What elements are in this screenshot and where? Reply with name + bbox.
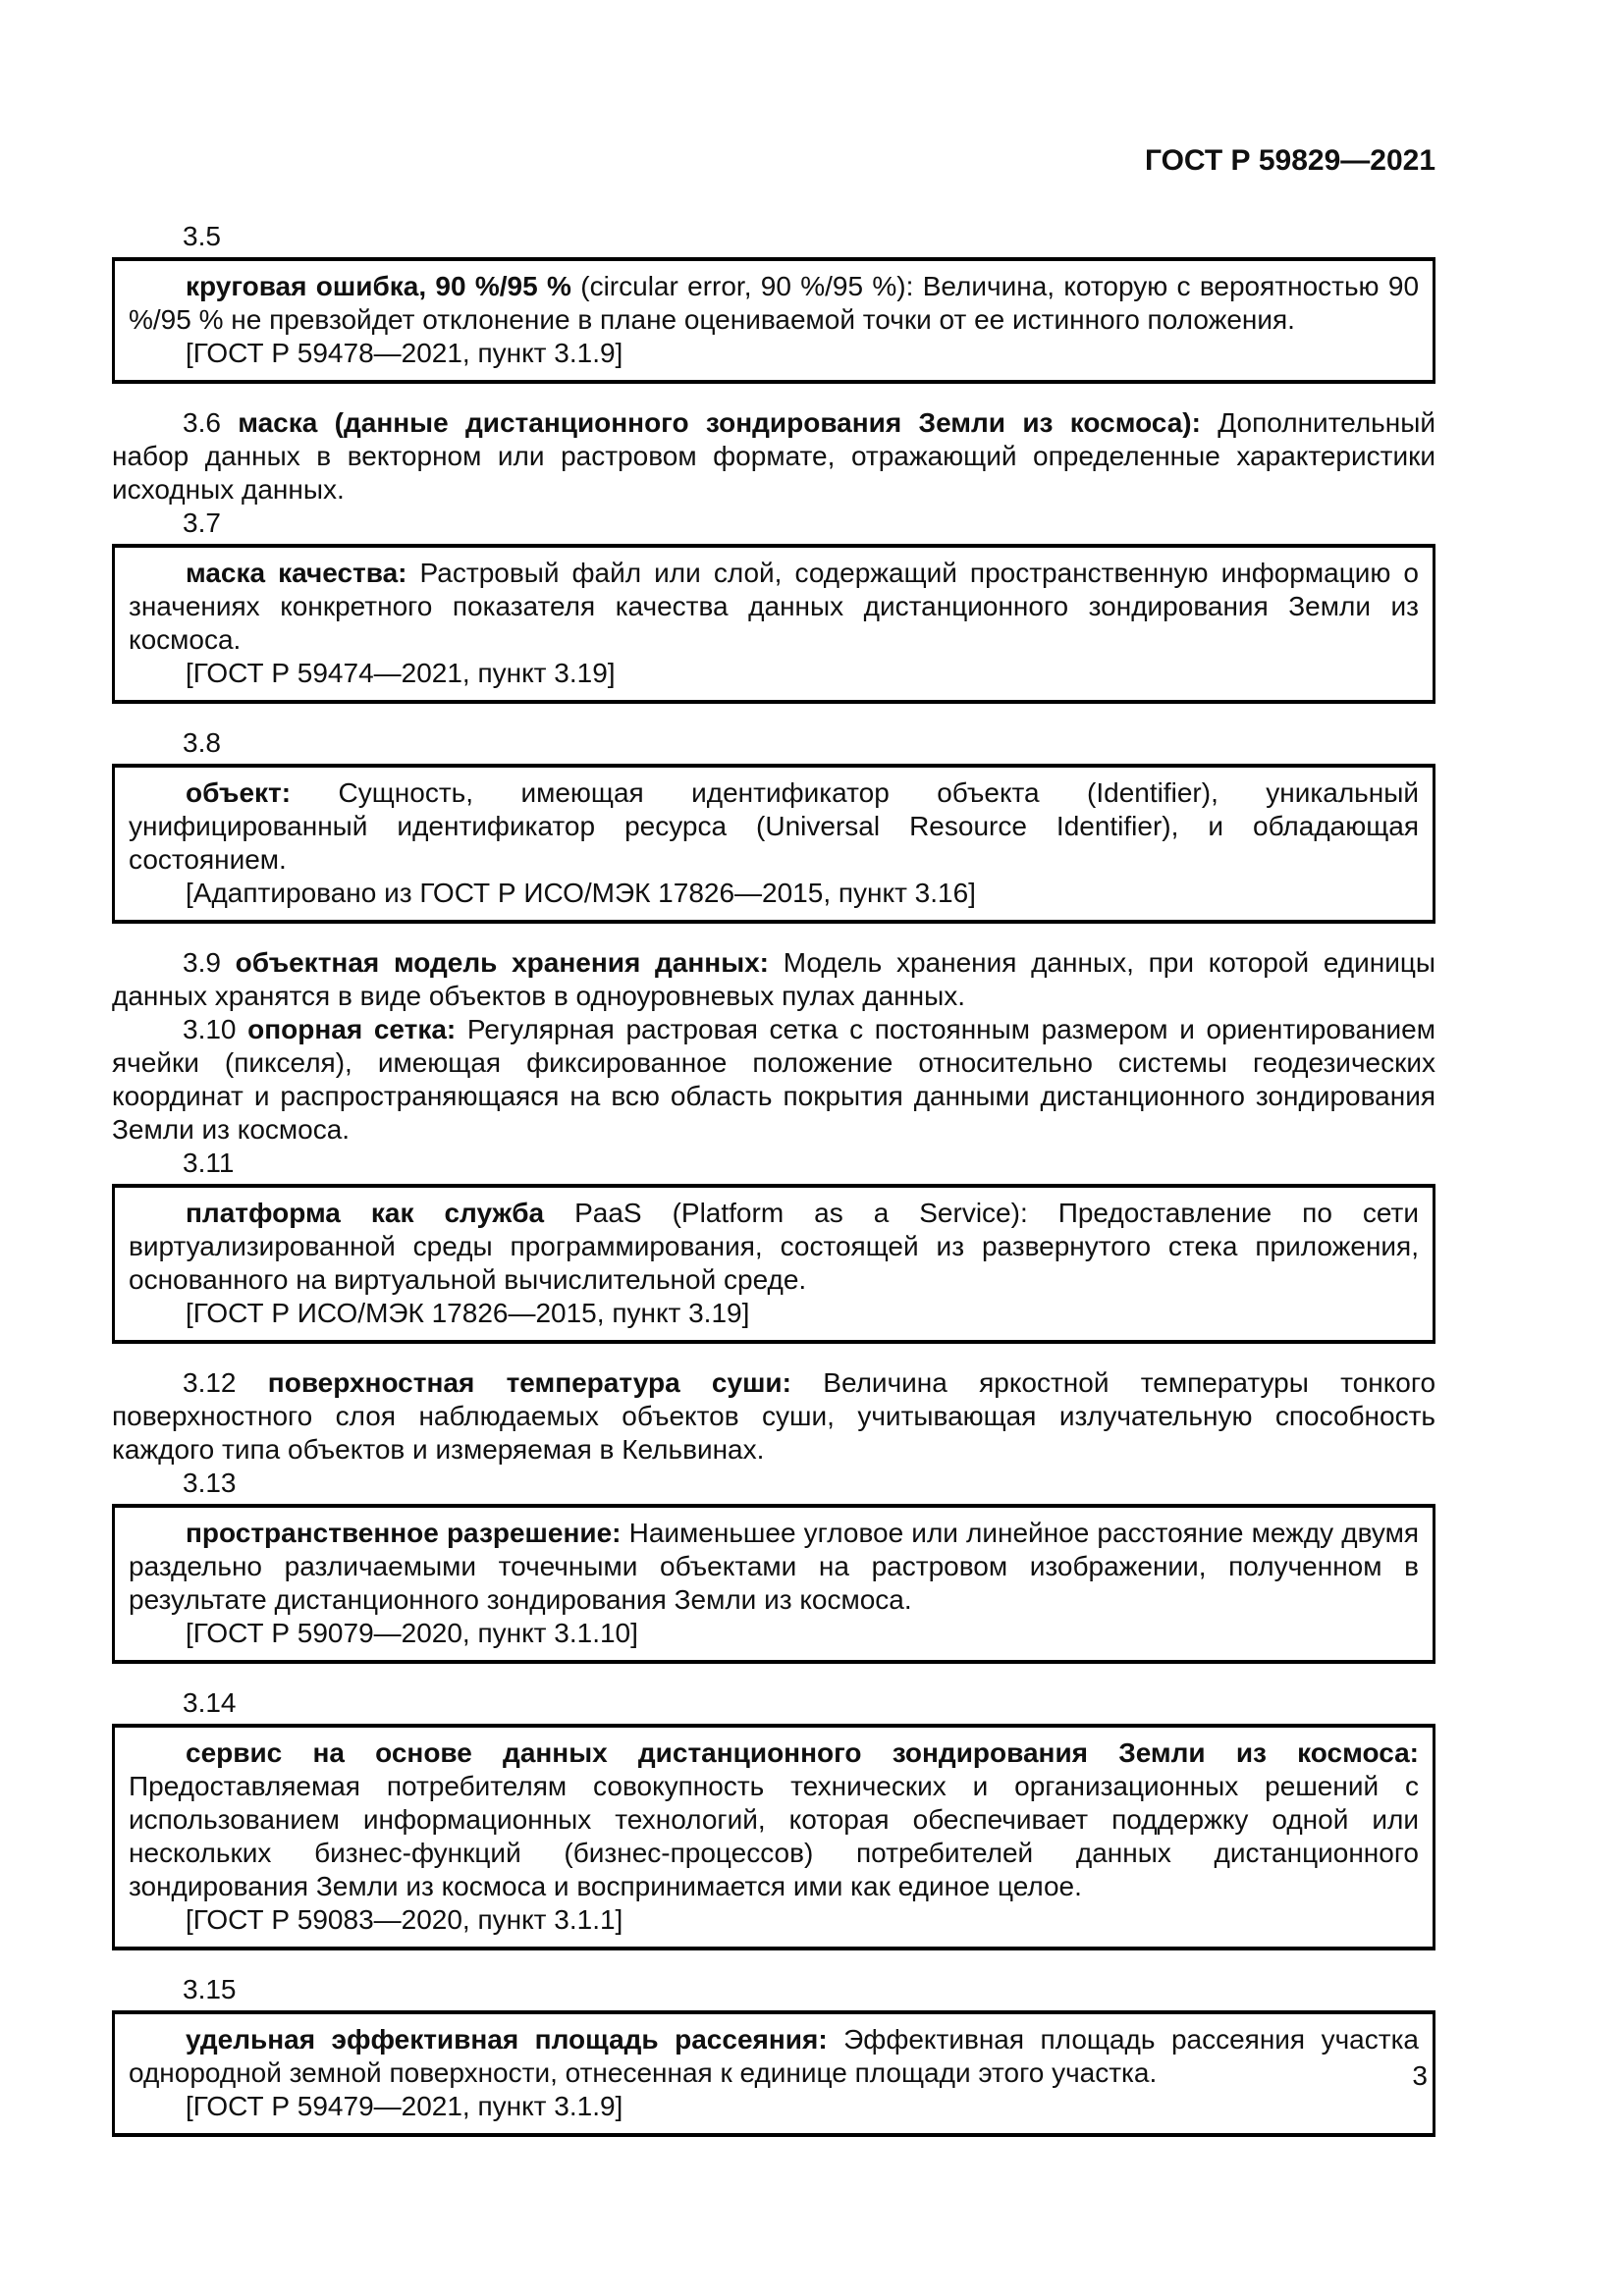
definition-box — [112, 1724, 1435, 1950]
section-number: 3.14 — [183, 1687, 237, 1718]
section-number: 3.9 — [183, 947, 221, 978]
term-label: удельная эффективная площадь рассеяния: — [186, 2024, 828, 2055]
source-reference: [ГОСТ Р 59474—2021, пункт 3.19] — [186, 658, 616, 688]
section-number: 3.6 — [183, 407, 221, 438]
section-number: 3.5 — [183, 221, 221, 251]
definition-text: (circular error, 90 %/95 %): Величина, которую с вероятностью 90 %/95 % не превзойдет отклонение в плане оцениваемой точки от ее истинного положения. — [129, 271, 1420, 335]
source-reference: [Адаптировано из ГОСТ Р ИСО/МЭК 17826—2015, пункт 3.16] — [186, 878, 976, 908]
definition-text: Модель хранения данных, при которой единицы данных хранятся в виде объектов в одноуровневых пулах данных. — [112, 947, 1436, 1011]
definition-paragraph — [129, 1736, 1419, 1903]
definition-box — [112, 544, 1435, 704]
source-reference: [ГОСТ Р 59479—2021, пункт 3.1.9] — [186, 2091, 623, 2121]
source-reference: [ГОСТ Р 59079—2020, пункт 3.1.10] — [186, 1618, 638, 1648]
section-number: 3.12 — [183, 1367, 237, 1398]
section-number: 3.11 — [183, 1148, 235, 1178]
definition-box — [112, 257, 1435, 384]
source-reference: [ГОСТ Р ИСО/МЭК 17826—2015, пункт 3.19] — [186, 1298, 750, 1328]
term-label: опорная сетка: — [247, 1014, 457, 1044]
section-number: 3.7 — [183, 507, 221, 538]
definition-box — [112, 2010, 1435, 2137]
section-number: 3.13 — [183, 1468, 237, 1498]
section-number: 3.8 — [183, 727, 221, 758]
definition-text: Эффективная площадь рассеяния участка однородной земной поверхности, отнесенная к единице площади этого участка. — [129, 2024, 1420, 2088]
section-number: 3.10 — [183, 1014, 237, 1044]
term-paragraph — [112, 946, 1435, 1013]
term-paragraph — [112, 406, 1435, 507]
definition-box — [112, 764, 1435, 924]
definition-box — [112, 1184, 1435, 1344]
term-label: объект: — [186, 777, 292, 808]
definition-paragraph — [129, 1517, 1419, 1617]
definition-text: Дополнительный набор данных в векторном или растровом формате, отражающий определенные характеристики исходных данных. — [112, 407, 1435, 505]
definition-paragraph — [129, 776, 1419, 877]
definition-text: Предоставляемая потребителям совокупность технических и организационных решений с использованием информационных технологий, которая обеспечивает поддержку одной или нескольких бизнес-функций (бизнес-процессов) потребителей данных дистанционного зондирования Земли из космоса и воспринимается ими как единое целое. — [129, 1771, 1419, 1901]
document-body — [112, 220, 1435, 2137]
term-paragraph — [112, 1366, 1435, 1467]
definition-text: Величина яркостной температуры тонкого поверхностного слоя наблюдаемых объектов суши, учитывающая излучательную способность каждого типа объектов и измеряемая в Кельвинах. — [112, 1367, 1436, 1465]
definition-paragraph — [129, 2023, 1419, 2090]
term-label: пространственное разрешение: — [186, 1518, 622, 1548]
term-label: маска качества: — [186, 558, 407, 588]
term-label: объектная модель хранения данных: — [235, 947, 770, 978]
doc-header-number: ГОСТ Р 59829—2021 — [1144, 144, 1435, 177]
source-reference: [ГОСТ Р 59083—2020, пункт 3.1.1] — [186, 1904, 623, 1935]
section-number: 3.15 — [183, 1974, 237, 2004]
definition-paragraph — [129, 270, 1419, 337]
term-label: маска (данные дистанционного зондирования Земли из космоса): — [238, 407, 1201, 438]
definition-paragraph — [129, 1197, 1419, 1297]
source-reference: [ГОСТ Р 59478—2021, пункт 3.1.9] — [186, 338, 623, 368]
term-label: круговая ошибка, 90 %/95 % — [186, 271, 571, 301]
term-paragraph — [112, 1013, 1435, 1147]
term-label: платформа как служба — [186, 1198, 545, 1228]
definition-text: Растровый файл или слой, содержащий пространственную информацию о значениях конкретного показателя качества данных дистанционного зондирования Земли из космоса. — [129, 558, 1419, 655]
definition-text: Регулярная растровая сетка с постоянным размером и ориентированием ячейки (пикселя), имеющая фиксированное положение относительно системы геодезических координат и распространяющаяся на всю область покрытия данными дистанционного зондирования Земли из космоса. — [112, 1014, 1435, 1145]
page-number: 3 — [1412, 2060, 1428, 2091]
definition-text: Наименьшее угловое или линейное расстояние между двумя раздельно различаемыми точечными объектами на растровом изображении, полученном в результате дистанционного зондирования Земли из космоса. — [129, 1518, 1419, 1615]
definition-text: Сущность, имеющая идентификатор объекта (Identifier), уникальный унифицированный идентификатор ресурса (Universal Resource Identifier), и обладающая состоянием. — [129, 777, 1420, 875]
term-label: сервис на основе данных дистанционного зондирования Земли из космоса: — [186, 1737, 1419, 1768]
definition-text: PaaS (Platform as a Service): Предоставление по сети виртуализированной среды программирования, состоящей из развернутого стека приложения, основанного на виртуальной вычислительной среде. — [129, 1198, 1419, 1295]
definition-box — [112, 1504, 1435, 1664]
definition-paragraph — [129, 557, 1419, 657]
term-label: поверхностная температура суши: — [267, 1367, 791, 1398]
